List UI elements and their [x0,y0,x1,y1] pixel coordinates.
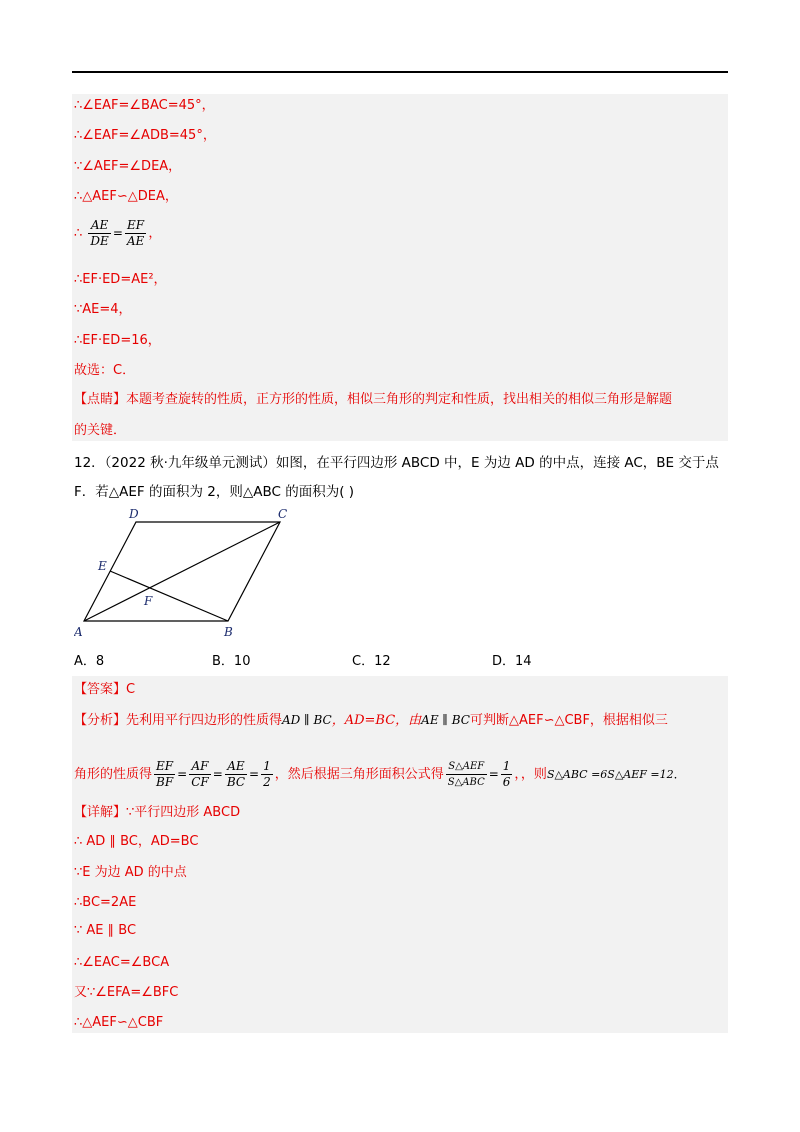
solution-line: ∵AE=4， [74,302,132,317]
solution-line: ∴△AEF∽△DEA， [74,189,178,204]
label-a: A [74,625,83,639]
answer-line: 【答案】C [74,682,136,697]
parallelogram-figure [74,508,304,644]
solution-line: ∴∠EAF=∠ADB=45°， [74,128,216,143]
question-line: 12．（2022 秋·九年级单元测试）如图，在平行四边形 ABCD 中，E 为边 AD 的中点，连接 AC，BE 交于点 [74,455,719,471]
option-b: B．10 [212,654,251,669]
diagonal-ac [84,522,280,621]
detail-line: ∴∠EAC=∠BCA [74,955,170,970]
option-a: A．8 [74,654,105,669]
detail-line: 【详解】∵平行四边形 ABCD [74,805,241,820]
ratio-line: ∴ $\frac{AE}{DE}$ = $\frac{EF}{AE}$ ， [74,218,162,248]
question-line: F．若△AEF 的面积为 2，则△ABC 的面积为( ) [74,484,355,500]
solution-line: 故选：C． [74,363,136,378]
analysis-line-2: 角形的性质得 $\frac{EF}{BF}$ = $\frac{AF}{CF}$ = $\frac{AE}{BC}$ = $\frac{1}{2}$ ，然后根据三角形面积公式得 $\frac{\text{S△AEF}}{\text{S△ABC}}$ = $\frac{1}{6}$ ，，则S△ABC =6S△AEF =12． [74,759,686,789]
header-rule [72,71,728,73]
detail-line: 又∵∠EFA=∠BFC [74,985,179,1000]
detail-line: ∵ AE ∥ BC [74,923,137,938]
fraction: $\frac{EF}{BF}$ [156,759,174,789]
label-c: C [278,508,288,521]
fraction: $\frac{\text{S△AEF}}{\text{S△ABC}}$ [447,761,485,788]
detail-line: ∴△AEF∽△CBF [74,1015,164,1030]
label-d: D [129,508,139,521]
fraction: $\frac{AF}{CF}$ [191,759,209,789]
solution-line: ∴EF·ED=16， [74,333,161,348]
fraction: $\frac{AE}{BC}$ [226,759,246,789]
fraction: $\frac{AE}{DE}$ [90,218,109,248]
label-e: E [98,559,107,573]
solution-line: ∵∠AEF=∠DEA， [74,159,182,174]
key-point-line: 的关键． [74,423,127,438]
detail-line: ∵E 为边 AD 的中点 [74,865,187,880]
detail-line: ∴BC=2AE [74,895,137,910]
fraction: $\frac{1}{6}$ [502,759,511,789]
fraction: $\frac{EF}{AE}$ [126,218,145,248]
analysis-line-1: 【分析】先利用平行四边形的性质得AD ∥ BC，AD=BC，由AE ∥ BC可判断△AEF∽△CBF，根据相似三 [74,713,668,728]
option-c: C．12 [352,654,391,669]
label-f: F [144,594,153,608]
solution-line: ∴∠EAF=∠BAC=45°， [74,98,215,113]
solution-panel-top [72,94,728,441]
label-b: B [224,625,233,639]
fraction: $\frac{1}{2}$ [263,759,271,789]
key-point-line: 【点睛】本题考查旋转的性质，正方形的性质，相似三角形的判定和性质，找出相关的相似三角形是解题 [74,392,673,407]
detail-line: ∴ AD ∥ BC，AD=BC [74,834,199,849]
solution-line: ∴EF·ED=AE²， [74,272,167,287]
option-d: D．14 [492,654,532,669]
